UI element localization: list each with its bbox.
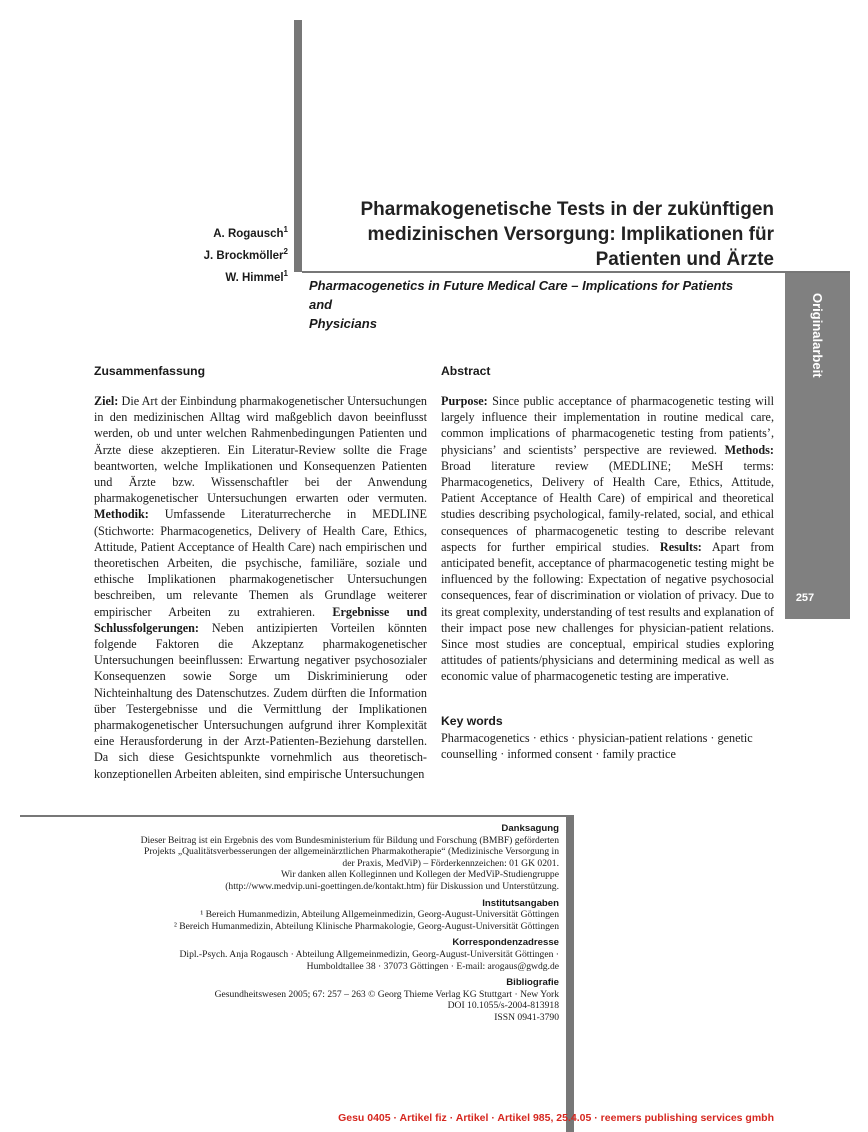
bibliografie-line: ISSN 0941-3790	[494, 1011, 559, 1023]
korrespondenz-line: Humboldtallee 38 · 37073 Göttingen · E-mail: arogaus@gwdg.de	[306, 960, 559, 972]
vertical-rule-bottom	[566, 815, 574, 1132]
author-list	[150, 221, 288, 286]
zusammenfassung-text: Ziel: Die Art der Einbindung pharmakogenetischer Untersuchungen in den medizinischen Alltag wird maßgeblich davon beeinflusst werden, ob und unter welchen Rahmenbedingungen Patienten und Ärzte diese akzeptieren. Ein Literatur-Review sollte die Frage beantworten, welche Implikationen und Konsequenzen Patienten und Ärzte bzw. Wissenschaftler bei der Anwendung pharmakogenetischer Untersuchungen erwarten oder vermuten. Methodik: Umfassende Literaturrecherche in MEDLINE (Stichworte: Pharmacogenetics, Delivery of Health Care, Ethics, Attitude, Patient Acceptance of Health Care) nach empirischen und theoretischen Arbeiten, die psychische, familiäre, soziale und ethische Implikationen pharmakogenetischer Untersuchungen beschreiben, um relevante Themen als Grundlage weiterer empirischer Arbeiten zu extrahieren. Ergebnisse und Schlussfolgerungen: Neben antizipierten Vorteilen könnten folgende Faktoren die Akzeptanz pharmakogenetischer Untersuchungen beeinflussen: Erwartung negativer psychosozialer Konsequenzen sowie Sorge um Diskriminierung oder Nichteinhaltung des Datenschutzes. Zudem dürften die Information über Testergebnisse und die Vermittlung der Implikationen pharmakogenetischer Untersuchungen aufgrund ihrer Komplexität eine Herausforderung in der Arzt-Patienten-Beziehung darstellen. Da sich diese Gesichtspunkte vornehmlich aus theoretisch-konzeptionellen Arbeiten ableiten, sind empirische Untersuchungen	[94, 394, 427, 781]
danksagung-line: (http://www.medvip.uni-goettingen.de/kontakt.htm) für Diskussion und Unterstützung.	[225, 880, 559, 892]
page-number: 257	[795, 592, 815, 604]
danksagung-line: Wir danken allen Kolleginnen und Kollegen der MedViP-Studiengruppe	[281, 869, 559, 881]
section-tab-label: Originalarbeit	[810, 293, 825, 378]
article-title: Pharmakogenetische Tests in der zukünftigen medizinischen Versorgung: Implikationen für Patienten und Ärzte	[360, 199, 774, 270]
keywords-heading: Key words	[441, 714, 503, 728]
danksagung-line: Dieser Beitrag ist ein Ergebnis des vom Bundesministerium für Bildung und Forschung (BMBF) geförderten	[140, 834, 559, 846]
danksagung-line: Projekts „Qualitätsverbesserungen der allgemeinärztlichen Pharmakotherapie“ (Medizinische Versorgung in	[144, 846, 559, 858]
article-info-block	[60, 823, 559, 1024]
production-slug: Gesu 0405 · Artikel fiz · Artikel · Artikel 985, 25.4.05 · reemers publishing services gmbh	[338, 1112, 774, 1124]
danksagung-heading: Danksagung	[501, 823, 559, 834]
author: A. Rogausch$^1$	[213, 225, 288, 240]
article-subtitle: Pharmacogenetics in Future Medical Care – Implications for Patients and Physicians	[309, 278, 734, 331]
footer-rule	[20, 815, 568, 817]
danksagung-line: der Praxis, MedViP) – Förderkennzeichen: 01 GK 0201.	[342, 857, 559, 869]
bibliografie-line: Gesundheitswesen 2005; 67: 257 – 263 © Georg Thieme Verlag KG Stuttgart · New York	[214, 988, 559, 1000]
institut-heading: Institutsangaben	[482, 897, 559, 909]
bibliografie-line: DOI 10.1055/s-2004-813918	[447, 1000, 559, 1012]
author: J. Brockmöller$^2$	[203, 246, 288, 262]
institut-line: ² Bereich Humanmedizin, Abteilung Klinische Pharmakologie, Georg-August-Universität Göttingen	[173, 920, 559, 932]
korrespondenz-line: Dipl.-Psych. Anja Rogausch · Abteilung Allgemeinmedizin, Georg-August-Universität Göttingen ·	[179, 948, 559, 960]
section-heading-abstract: Abstract	[441, 364, 491, 378]
institut-line: ¹ Bereich Humanmedizin, Abteilung Allgemeinmedizin, Georg-August-Universität Göttingen	[200, 909, 559, 921]
author: W. Himmel$^1$	[225, 268, 288, 284]
vertical-rule-top	[294, 20, 302, 272]
section-heading-zusammenfassung: Zusammenfassung	[94, 364, 206, 378]
keywords-text: Pharmacogenetics · ethics · physician-patient relations · genetic counselling · informed consent · family practice	[441, 731, 753, 761]
bibliografie-heading: Bibliografie	[506, 977, 559, 989]
korrespondenz-heading: Korrespondenzadresse	[452, 937, 559, 949]
abstract-text: Purpose: Since public acceptance of pharmacogenetic testing will largely influence their implementation in routine medical care, common implications of pharmacogenetic testing from patients’, physicians’ and scientists’ perspective are reviewed. Methods: Broad literature review (MEDLINE; MeSH terms: Pharmacogenetics, Delivery of Health Care, Ethics, Attitude, Patient Acceptance of Health Care) of empirical and theoretical studies describing psychological, family-related, social, and ethical consequences of pharmacogenetic testing to describe relevant aspects for further empirical studies. Results: Apart from anticipated benefit, acceptance of pharmacogenetic testing might be influenced by the following: Expectation of negative psychosocial consequences, fear of discrimination or violation of privacy. Due to its great complexity, understanding of test results and explanation of their impact pose new challenges for physician-patient relations. Since most studies are conceptual, empirical studies exploring attitudes of patients/physicians and determining medical as well as economic value of pharmacogenetic testing are imperative.	[441, 394, 774, 684]
